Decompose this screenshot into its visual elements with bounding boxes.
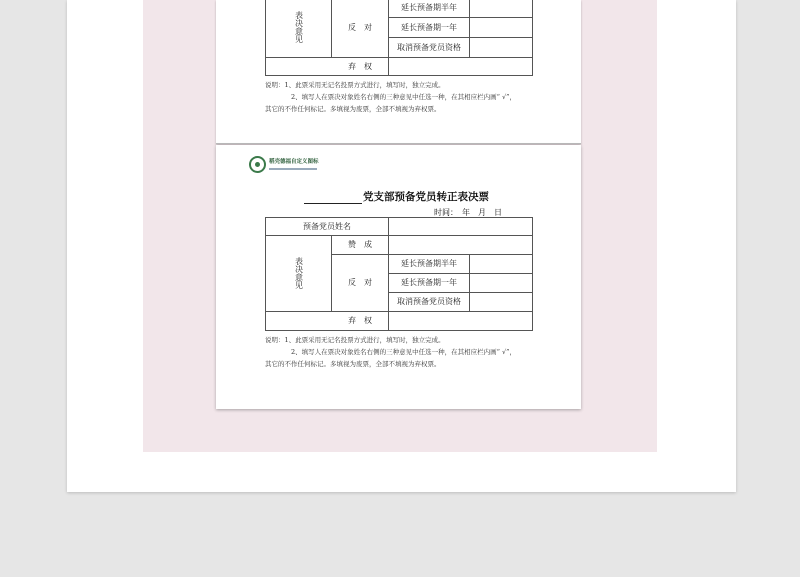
time-line: 时间： 年 月 日 bbox=[434, 208, 502, 217]
extend-year-label: 延长预备期一年 bbox=[401, 278, 457, 287]
note-line-2: 2、填写人在票决对象姓名右侧的三种意见中任选一种，在其相应栏内画“ √”， bbox=[291, 348, 516, 356]
extend-year-checkbox-cell[interactable] bbox=[470, 18, 533, 38]
approve-label: 赞 成 bbox=[348, 240, 372, 249]
extend-year-checkbox-cell[interactable] bbox=[470, 274, 533, 293]
oppose-label: 反 对 bbox=[348, 278, 372, 287]
abstain-checkbox-cell[interactable] bbox=[389, 312, 533, 331]
cancel-cell bbox=[389, 38, 470, 58]
logo-name: 稻壳德福自定义图标 bbox=[269, 158, 319, 165]
logo-icon bbox=[249, 156, 266, 173]
abstain-label: 弃 权 bbox=[348, 61, 372, 71]
extend-half-cell bbox=[389, 255, 470, 274]
oppose-cell bbox=[332, 0, 389, 58]
approve-checkbox-cell[interactable] bbox=[389, 236, 533, 255]
note-line-2: 2、填写人在票决对象姓名右侧的三种意见中任选一种，在其相应栏内画“ √”， bbox=[291, 93, 516, 101]
extend-half-checkbox-cell[interactable] bbox=[470, 255, 533, 274]
cancel-checkbox-cell[interactable] bbox=[470, 293, 533, 312]
note-line-1: 说明：1、此票采用无记名投票方式进行，填写时，独立完成。 bbox=[265, 336, 445, 344]
notes-top bbox=[265, 79, 565, 115]
oppose-cell bbox=[332, 255, 389, 312]
cancel-checkbox-cell[interactable] bbox=[470, 38, 533, 58]
opinion-category-cell bbox=[266, 0, 332, 58]
opinion-category-label: 表决意见 bbox=[294, 256, 304, 289]
branch-name-blank[interactable] bbox=[304, 193, 362, 204]
note-line-3: 其它的不作任何标记。多填视为废票，全部不填视为弃权票。 bbox=[265, 105, 441, 113]
opinion-category-label: 表决意见 bbox=[294, 10, 304, 43]
ballot-sheet-top bbox=[216, 0, 581, 144]
cancel-label: 取消预备党员资格 bbox=[397, 297, 461, 306]
vote-table-top bbox=[265, 0, 533, 76]
abstain-label: 弃 权 bbox=[348, 316, 372, 325]
extend-year-label: 延长预备期一年 bbox=[401, 22, 457, 32]
name-label: 预备党员姓名 bbox=[303, 221, 351, 231]
name-label-cell bbox=[266, 218, 389, 236]
notes-bottom bbox=[265, 334, 565, 370]
cancel-label: 取消预备党员资格 bbox=[397, 42, 461, 52]
logo-underline bbox=[269, 168, 317, 170]
cancel-cell bbox=[389, 293, 470, 312]
oppose-label: 反 对 bbox=[348, 22, 372, 32]
extend-year-cell bbox=[389, 18, 470, 38]
extend-half-cell bbox=[389, 0, 470, 18]
ballot-sheet-bottom bbox=[216, 145, 581, 409]
extend-half-label: 延长预备期半年 bbox=[401, 2, 457, 12]
abstain-checkbox-cell[interactable] bbox=[389, 58, 533, 76]
extend-year-cell bbox=[389, 274, 470, 293]
ballot-title-text: 党支部预备党员转正表决票 bbox=[363, 191, 489, 203]
ballot-title bbox=[304, 189, 489, 204]
abstain-cell bbox=[266, 58, 389, 76]
approve-cell bbox=[332, 236, 389, 255]
opinion-category-cell bbox=[266, 236, 332, 312]
vote-table-bottom bbox=[265, 217, 533, 331]
extend-half-label: 延长预备期半年 bbox=[401, 259, 457, 268]
note-line-1: 说明：1、此票采用无记名投票方式进行，填写时，独立完成。 bbox=[265, 81, 445, 89]
name-input-cell[interactable] bbox=[389, 218, 533, 236]
abstain-cell bbox=[266, 312, 389, 331]
extend-half-checkbox-cell[interactable] bbox=[470, 0, 533, 18]
brand-logo bbox=[249, 154, 319, 174]
note-line-3: 其它的不作任何标记。多填视为废票，全部不填视为弃权票。 bbox=[265, 360, 441, 368]
